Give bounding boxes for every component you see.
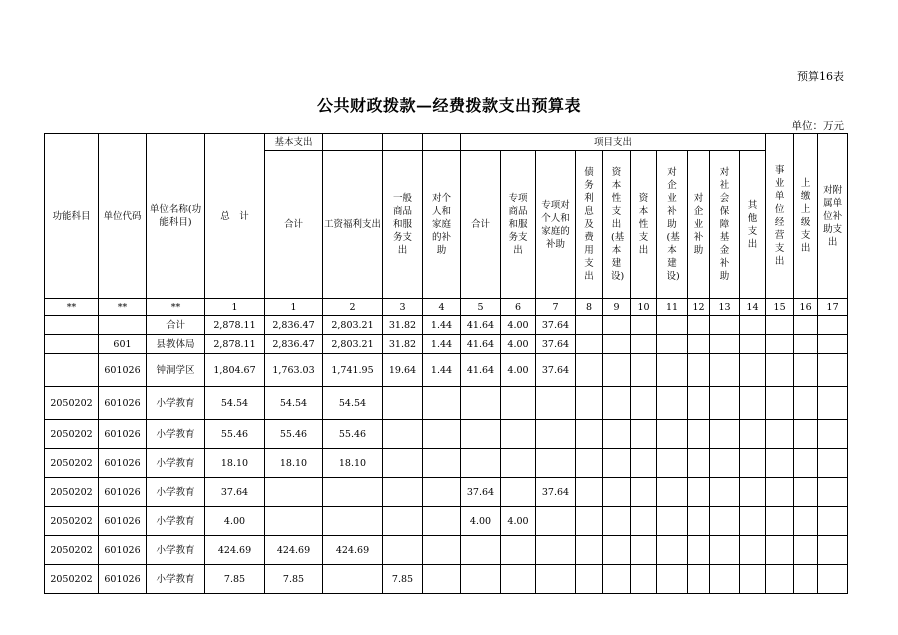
empty-cell [576, 354, 603, 387]
empty-cell [794, 478, 818, 507]
empty-cell [631, 335, 657, 354]
proj-goods-cell [501, 449, 536, 478]
index-cell: 8 [576, 299, 603, 316]
header-basic-group: 基本支出 [265, 134, 323, 151]
form-number: 预算16表 [797, 70, 844, 83]
empty-cell [794, 565, 818, 594]
code-cell: 601026 [99, 507, 147, 536]
header-business-text: 事业单位经营支出 [774, 165, 785, 267]
header-enterprise [688, 151, 710, 299]
empty-cell [631, 449, 657, 478]
goods-cell: 31.82 [383, 335, 423, 354]
header-debt-text: 债务利息及费用支出 [584, 167, 594, 282]
basic-total-cell: 1,763.03 [265, 354, 323, 387]
basic-total-cell: 55.46 [265, 420, 323, 449]
total-cell: 37.64 [205, 478, 265, 507]
goods-cell [383, 420, 423, 449]
header-social [710, 151, 740, 299]
header-enterprise-build-text: 对企业补助(基本建设) [666, 167, 680, 282]
func-cell [45, 335, 99, 354]
empty-cell [603, 536, 631, 565]
empty-cell [576, 565, 603, 594]
household-cell [423, 420, 461, 449]
empty-cell [603, 387, 631, 420]
table-row [45, 449, 848, 478]
total-cell: 4.00 [205, 507, 265, 536]
empty-cell [631, 536, 657, 565]
table-row [45, 536, 848, 565]
index-cell: 7 [536, 299, 576, 316]
func-cell: 2050202 [45, 387, 99, 420]
empty-cell [576, 335, 603, 354]
code-cell: 601026 [99, 420, 147, 449]
name-cell: 合计 [147, 316, 205, 335]
proj-total-cell [461, 536, 501, 565]
name-cell: 小学教育 [147, 420, 205, 449]
header-proj-household [536, 151, 576, 299]
empty-cell [740, 536, 766, 565]
wage-cell: 1,741.95 [323, 354, 383, 387]
func-cell: 2050202 [45, 507, 99, 536]
header-affiliate-text: 对附属单位补助支出 [823, 184, 843, 248]
code-cell: 601026 [99, 478, 147, 507]
unit-label: 单位：万元 [791, 120, 844, 132]
index-cell: 3 [383, 299, 423, 316]
proj-goods-cell: 4.00 [501, 335, 536, 354]
household-cell [423, 536, 461, 565]
empty-cell [766, 420, 794, 449]
header-enterprise-text: 对企业补助 [693, 193, 704, 256]
header-proj-goods [501, 151, 536, 299]
goods-cell: 7.85 [383, 565, 423, 594]
empty-cell [603, 316, 631, 335]
header-blank-3 [423, 134, 461, 151]
proj-total-cell: 41.64 [461, 335, 501, 354]
index-cell: 6 [501, 299, 536, 316]
basic-total-cell: 2,836.47 [265, 335, 323, 354]
header-enterprise-build [657, 151, 688, 299]
wage-cell: 54.54 [323, 387, 383, 420]
empty-cell [794, 387, 818, 420]
wage-cell [323, 478, 383, 507]
empty-cell [818, 316, 848, 335]
proj-total-cell [461, 565, 501, 594]
proj-total-cell [461, 387, 501, 420]
func-cell: 2050202 [45, 420, 99, 449]
header-household-text: 对个人和家庭的补助 [431, 193, 451, 256]
proj-total-cell: 41.64 [461, 354, 501, 387]
empty-cell [631, 387, 657, 420]
code-cell: 601026 [99, 536, 147, 565]
empty-cell [740, 565, 766, 594]
empty-cell [740, 316, 766, 335]
empty-cell [688, 335, 710, 354]
header-social-text: 对社会保障基金补助 [719, 167, 730, 282]
empty-cell [818, 335, 848, 354]
proj-household-cell: 37.64 [536, 478, 576, 507]
basic-total-cell: 18.10 [265, 449, 323, 478]
func-cell [45, 316, 99, 335]
header-func: 功能科目 [45, 134, 99, 299]
empty-cell [766, 449, 794, 478]
proj-total-cell [461, 449, 501, 478]
empty-cell [688, 420, 710, 449]
household-cell: 1.44 [423, 335, 461, 354]
table-row [45, 565, 848, 594]
name-cell: 小学教育 [147, 536, 205, 565]
code-cell: 601026 [99, 449, 147, 478]
index-cell: 17 [818, 299, 848, 316]
basic-total-cell [265, 478, 323, 507]
index-cell: 15 [766, 299, 794, 316]
empty-cell [740, 335, 766, 354]
proj-goods-cell [501, 536, 536, 565]
code-cell: 601026 [99, 565, 147, 594]
empty-cell [740, 420, 766, 449]
goods-cell: 31.82 [383, 316, 423, 335]
table-row [45, 420, 848, 449]
index-cell: 14 [740, 299, 766, 316]
empty-cell [657, 507, 688, 536]
empty-cell [710, 335, 740, 354]
empty-cell [688, 507, 710, 536]
index-cell: 13 [710, 299, 740, 316]
wage-cell: 2,803.21 [323, 335, 383, 354]
empty-cell [603, 507, 631, 536]
empty-cell [576, 507, 603, 536]
empty-cell [766, 335, 794, 354]
household-cell [423, 387, 461, 420]
header-upper [794, 134, 818, 299]
empty-cell [794, 536, 818, 565]
empty-cell [657, 354, 688, 387]
household-cell: 1.44 [423, 316, 461, 335]
table-row [45, 316, 848, 335]
empty-cell [818, 536, 848, 565]
header-wage: 工资福利支出 [323, 151, 383, 299]
empty-cell [576, 387, 603, 420]
empty-cell [766, 387, 794, 420]
empty-cell [710, 536, 740, 565]
empty-cell [631, 565, 657, 594]
empty-cell [710, 316, 740, 335]
table-row [45, 335, 848, 354]
empty-cell [818, 565, 848, 594]
index-cell: 1 [205, 299, 265, 316]
name-cell: 小学教育 [147, 449, 205, 478]
goods-cell: 19.64 [383, 354, 423, 387]
goods-cell [383, 449, 423, 478]
empty-cell [710, 449, 740, 478]
wage-cell: 2,803.21 [323, 316, 383, 335]
household-cell [423, 507, 461, 536]
name-cell: 钟洞学区 [147, 354, 205, 387]
proj-household-cell: 37.64 [536, 335, 576, 354]
header-capital-build-text: 资本性支出(基本建设) [611, 167, 625, 282]
empty-cell [657, 335, 688, 354]
name-cell: 小学教育 [147, 478, 205, 507]
empty-cell [657, 478, 688, 507]
header-proj-total: 合计 [461, 151, 501, 299]
proj-household-cell [536, 387, 576, 420]
goods-cell [383, 507, 423, 536]
proj-household-cell [536, 507, 576, 536]
empty-cell [710, 420, 740, 449]
wage-cell [323, 507, 383, 536]
empty-cell [740, 354, 766, 387]
func-cell: 2050202 [45, 565, 99, 594]
empty-cell [766, 565, 794, 594]
table-row [45, 387, 848, 420]
empty-cell [603, 354, 631, 387]
index-cell: 4 [423, 299, 461, 316]
empty-cell [576, 536, 603, 565]
header-proj-household-text: 专项对个人和家庭的补助 [541, 199, 570, 250]
empty-cell [657, 565, 688, 594]
func-cell: 2050202 [45, 449, 99, 478]
proj-household-cell: 37.64 [536, 354, 576, 387]
total-cell: 1,804.67 [205, 354, 265, 387]
goods-cell [383, 536, 423, 565]
header-unit-code: 单位代码 [99, 134, 147, 299]
household-cell: 1.44 [423, 354, 461, 387]
empty-cell [766, 354, 794, 387]
empty-cell [631, 478, 657, 507]
code-cell: 601026 [99, 387, 147, 420]
total-cell: 2,878.11 [205, 316, 265, 335]
total-cell: 18.10 [205, 449, 265, 478]
empty-cell [631, 354, 657, 387]
proj-goods-cell: 4.00 [501, 316, 536, 335]
empty-cell [766, 478, 794, 507]
empty-cell [603, 565, 631, 594]
empty-cell [818, 507, 848, 536]
empty-cell [794, 449, 818, 478]
basic-total-cell [265, 507, 323, 536]
proj-household-cell [536, 449, 576, 478]
header-affiliate [818, 134, 848, 299]
empty-cell [657, 420, 688, 449]
empty-cell [688, 316, 710, 335]
empty-cell [603, 478, 631, 507]
empty-cell [740, 449, 766, 478]
empty-cell [818, 387, 848, 420]
index-cell: ** [147, 299, 205, 316]
func-cell [45, 354, 99, 387]
header-business [766, 134, 794, 299]
budget-table [44, 133, 848, 594]
empty-cell [710, 354, 740, 387]
header-capital-text: 资本性支出 [638, 193, 649, 256]
header-household [423, 151, 461, 299]
empty-cell [766, 536, 794, 565]
table-row [45, 478, 848, 507]
empty-cell [576, 316, 603, 335]
page-title: 公共财政拨款—经费拨款支出预算表 [316, 96, 581, 115]
empty-cell [688, 536, 710, 565]
func-cell: 2050202 [45, 536, 99, 565]
empty-cell [603, 420, 631, 449]
empty-cell [576, 478, 603, 507]
empty-cell [657, 449, 688, 478]
code-cell [99, 316, 147, 335]
empty-cell [766, 316, 794, 335]
empty-cell [740, 387, 766, 420]
empty-cell [794, 354, 818, 387]
proj-goods-cell [501, 478, 536, 507]
index-cell: 2 [323, 299, 383, 316]
empty-cell [631, 420, 657, 449]
empty-cell [710, 565, 740, 594]
table-row [45, 507, 848, 536]
empty-cell [631, 316, 657, 335]
empty-cell [818, 478, 848, 507]
empty-cell [688, 478, 710, 507]
empty-cell [710, 387, 740, 420]
table-row [45, 354, 848, 387]
index-cell: 11 [657, 299, 688, 316]
proj-goods-cell [501, 565, 536, 594]
basic-total-cell: 54.54 [265, 387, 323, 420]
empty-cell [657, 536, 688, 565]
goods-cell [383, 478, 423, 507]
header-debt [576, 151, 603, 299]
empty-cell [818, 420, 848, 449]
wage-cell: 18.10 [323, 449, 383, 478]
total-cell: 424.69 [205, 536, 265, 565]
proj-household-cell [536, 565, 576, 594]
index-cell: 1 [265, 299, 323, 316]
empty-cell [688, 387, 710, 420]
index-cell: ** [99, 299, 147, 316]
empty-cell [740, 507, 766, 536]
empty-cell [794, 316, 818, 335]
empty-cell [657, 387, 688, 420]
name-cell: 小学教育 [147, 387, 205, 420]
name-cell: 县教体局 [147, 335, 205, 354]
proj-total-cell [461, 420, 501, 449]
total-cell: 55.46 [205, 420, 265, 449]
proj-household-cell [536, 420, 576, 449]
household-cell [423, 565, 461, 594]
index-cell: 12 [688, 299, 710, 316]
empty-cell [740, 478, 766, 507]
proj-total-cell: 4.00 [461, 507, 501, 536]
empty-cell [603, 449, 631, 478]
empty-cell [576, 420, 603, 449]
empty-cell [576, 449, 603, 478]
household-cell [423, 449, 461, 478]
empty-cell [688, 354, 710, 387]
name-cell: 小学教育 [147, 565, 205, 594]
proj-goods-cell [501, 420, 536, 449]
code-cell: 601 [99, 335, 147, 354]
proj-household-cell: 37.64 [536, 316, 576, 335]
header-capital-build [603, 151, 631, 299]
proj-goods-cell [501, 387, 536, 420]
proj-household-cell [536, 536, 576, 565]
total-cell: 54.54 [205, 387, 265, 420]
household-cell [423, 478, 461, 507]
index-cell: 9 [603, 299, 631, 316]
header-proj-goods-text: 专项商品和服务支出 [508, 193, 528, 256]
header-other-text: 其他支出 [747, 199, 758, 250]
empty-cell [818, 354, 848, 387]
wage-cell: 424.69 [323, 536, 383, 565]
header-capital [631, 151, 657, 299]
empty-cell [657, 316, 688, 335]
empty-cell [688, 565, 710, 594]
proj-goods-cell: 4.00 [501, 354, 536, 387]
func-cell: 2050202 [45, 478, 99, 507]
header-total: 总 计 [205, 134, 265, 299]
empty-cell [603, 335, 631, 354]
wage-cell: 55.46 [323, 420, 383, 449]
header-blank-1 [323, 134, 383, 151]
basic-total-cell: 2,836.47 [265, 316, 323, 335]
header-general-goods [383, 151, 423, 299]
header-project-group: 项目支出 [461, 134, 766, 151]
header-general-goods-text: 一般商品和服务支出 [392, 193, 412, 256]
header-blank-2 [383, 134, 423, 151]
index-cell: 16 [794, 299, 818, 316]
goods-cell [383, 387, 423, 420]
empty-cell [631, 507, 657, 536]
total-cell: 2,878.11 [205, 335, 265, 354]
header-unit-name: 单位名称(功能科目) [147, 134, 205, 299]
wage-cell [323, 565, 383, 594]
total-cell: 7.85 [205, 565, 265, 594]
empty-cell [688, 449, 710, 478]
empty-cell [766, 507, 794, 536]
proj-total-cell: 37.64 [461, 478, 501, 507]
proj-total-cell: 41.64 [461, 316, 501, 335]
index-cell: 5 [461, 299, 501, 316]
empty-cell [794, 420, 818, 449]
basic-total-cell: 424.69 [265, 536, 323, 565]
proj-goods-cell: 4.00 [501, 507, 536, 536]
basic-total-cell: 7.85 [265, 565, 323, 594]
empty-cell [794, 507, 818, 536]
header-basic-total: 合计 [265, 151, 323, 299]
code-cell: 601026 [99, 354, 147, 387]
empty-cell [710, 478, 740, 507]
empty-cell [794, 335, 818, 354]
header-upper-text: 上缴上级支出 [800, 178, 811, 254]
empty-cell [710, 507, 740, 536]
header-other [740, 151, 766, 299]
name-cell: 小学教育 [147, 507, 205, 536]
empty-cell [818, 449, 848, 478]
index-cell: ** [45, 299, 99, 316]
index-cell: 10 [631, 299, 657, 316]
